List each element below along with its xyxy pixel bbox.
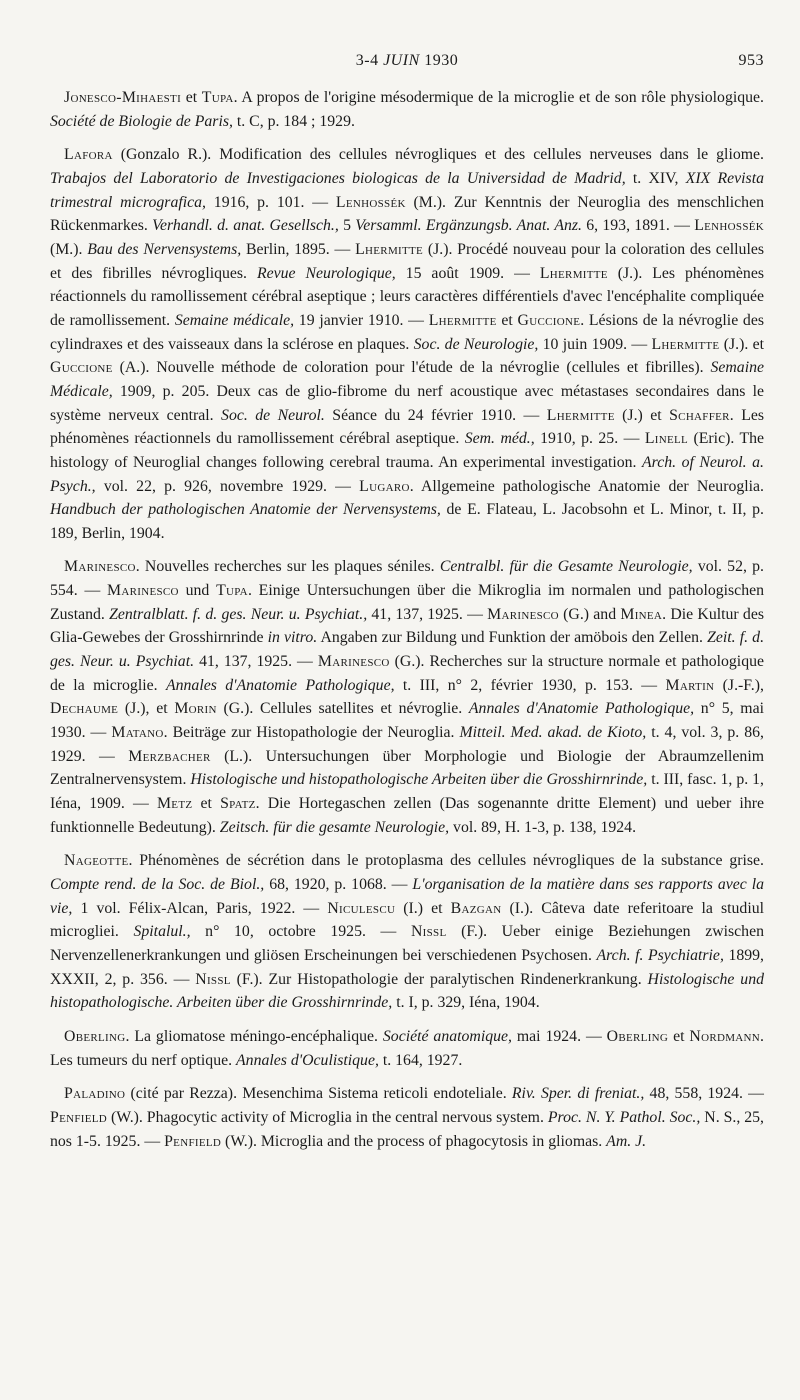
entry-text: (W.). Phagocytic activity of Microglia in the central nervous system. (107, 1108, 548, 1126)
citation-title: Compte rend. de la Soc. de Biol., (50, 876, 265, 893)
author-name: Nordmann (689, 1027, 761, 1045)
entry-text: 1910, p. 25. — (534, 430, 645, 448)
author-name: Merzbacher (128, 747, 211, 765)
entry-text: n° 5, mai 1930. — (50, 700, 764, 742)
entry-text: . Les tumeurs du nerf optique. (50, 1027, 764, 1069)
entry-text: . Einige Untersuchungen über die Mikroglia im normalen und pathologischen Zustand. (50, 582, 764, 623)
author-name: Guccione (50, 359, 113, 377)
bibliography-entry (50, 849, 764, 1015)
entry-text: (J.). et (719, 335, 764, 353)
entry-text: t. I, p. 329, Iéna, 1904. (392, 994, 540, 1012)
citation-title: Riv. Sper. di freniat., (511, 1085, 645, 1103)
citation-title: Soc. de Neurol. (221, 406, 325, 424)
author-name: Marinesco (64, 558, 136, 576)
author-name: Lhermitte (428, 311, 497, 329)
entry-text: 48, 558, 1924. — (644, 1085, 764, 1103)
citation-title: Proc. N. Y. Pathol. Soc., (547, 1108, 701, 1126)
entry-text: (Eric). The histology of Neuroglial changes following cerebral trauma. An experimental investigation. (50, 430, 765, 471)
citation-title: Am. J. (606, 1132, 647, 1150)
citation-title: Société anatomique, (382, 1027, 512, 1045)
entry-text: (J.) et (614, 406, 670, 424)
citation-title: Soc. de Neurologie, (413, 335, 539, 353)
entry-text: (A.). Nouvelle méthode de coloration pour l'étude de la névroglie (cellules et fibrilles). (112, 359, 711, 377)
author-name: Penfield (50, 1108, 108, 1126)
citation-title: Annales d'Oculistique, (236, 1051, 379, 1069)
citation-title: Mitteil. Med. akad. de Kioto, (459, 724, 647, 742)
author-name: Lhermitte (539, 264, 608, 282)
entry-text: t. 164, 1927. (378, 1051, 463, 1069)
entry-text: et (668, 1027, 690, 1045)
running-title (50, 52, 764, 70)
citation-title: Zeit. f. d. ges. Neur. u. Psychiat. (50, 629, 765, 671)
author-name: Tupa (201, 89, 234, 106)
entry-text: . Die Kultur des Glia-Gewebes der Grosshirnrinde (50, 605, 764, 647)
citation-title: Annales d'Anatomie Pathologique, (165, 676, 395, 694)
entry-text: (J.). Les phénomènes réactionnels du ramollissement cérébral aseptique ; leurs caractères différentiels d'avec l'encéphalite compliquée de ramollissement. (50, 264, 764, 329)
author-name: Oberling (606, 1027, 669, 1045)
author-name: Linell (644, 430, 689, 448)
citation-title: Revue Neurologique, (256, 264, 396, 282)
author-name: Nissl (410, 923, 447, 941)
entry-text: . A propos de l'origine mésodermique de la microglie et de son rôle physiologique. (233, 89, 764, 106)
entry-text: . Beiträge zur Histopathologie der Neuroglia. (163, 724, 460, 742)
entry-text: (I.). Câteva date referitoare la studiul microgliei. (50, 899, 765, 941)
entry-text: et (192, 795, 221, 813)
entry-text: vol. 22, p. 926, novembre 1929. — (95, 477, 360, 495)
author-name: Marinesco (487, 605, 559, 623)
citation-title: Annales d'Anatomie Pathologique, (468, 700, 695, 718)
bibliography-list (50, 86, 764, 1163)
entry-text: (F.). Ueber einige Beziehungen zwischen Nervenzellenerkrankungen und gliösen Erscheinungen bei verschiedenen Psychosen. (50, 923, 764, 964)
author-name: Paladino (64, 1085, 126, 1103)
author-name: Spatz (220, 795, 256, 813)
citation-title: Handbuch der pathologischen Anatomie der Nervensystems, (50, 501, 441, 519)
author-name: Lenhossék (694, 217, 765, 235)
entry-text: 1916, p. 101. — (205, 193, 336, 211)
page-number: 953 (738, 52, 764, 69)
author-name: Guccione (517, 311, 581, 329)
author-name: Matano (111, 724, 164, 742)
entry-text: (J.). Procédé nouveau pour la coloration des cellules et des fibrilles névrogliques. (50, 240, 764, 282)
entry-text: (W.). Microglia and the process of phagocytosis in gliomas. (221, 1132, 607, 1150)
entry-text: vol. 52, p. 554. — (50, 558, 764, 600)
entry-text: (Gonzalo R.). Modification des cellules névrogliques et des cellules nerveuses dans le gliome. (112, 146, 764, 164)
citation-title: Semaine médicale, (174, 311, 295, 329)
entry-text: t. III, n° 2, février 1930, p. 153. — (394, 676, 666, 694)
citation-title: Société de Biologie de Paris, (50, 112, 233, 130)
author-name: Nissl (195, 970, 231, 988)
header-dates: 3-4 (355, 52, 379, 69)
author-name: Nageotte (64, 852, 129, 870)
entry-text: (L.). Untersuchungen über Morphologie und Biologie der Abraumzellenim Zentralnervensystem. (50, 747, 764, 789)
author-name: Lugaro (359, 477, 410, 495)
author-name: Dechaume (50, 700, 119, 718)
bibliography-entry (50, 1025, 764, 1072)
entry-text: 19 janvier 1910. — (294, 311, 429, 329)
author-name: Tupa (216, 582, 248, 600)
author-name: Lhermitte (546, 406, 615, 424)
entry-text: (J.-F.), (714, 676, 764, 694)
entry-text: (I.) et (395, 899, 451, 917)
entry-text: N. S., 25, nos 1-5. 1925. — (50, 1108, 764, 1150)
entry-text: . Phénomènes de sécrétion dans le protoplasma des cellules névrogliques de la substance grise. (128, 852, 764, 870)
citation-title: Centralbl. für die Gesamte Neurologie, (439, 558, 693, 576)
author-name: Lhermitte (355, 240, 424, 258)
header-year: 1930 (424, 52, 459, 69)
entry-text: 5 (338, 217, 356, 235)
entry-text: . Die Hortegaschen zellen (Das sogenannte dritte Element) und ueber ihre funktionnelle Bedeutung). (50, 795, 764, 836)
entry-text: . Lésions de la névroglie des cylindraxes et des vaisseaux dans la sclérose en plaques. (50, 311, 764, 353)
entry-text: 15 août 1909. — (395, 264, 540, 282)
entry-text: t. III, fasc. 1, p. 1, Iéna, 1909. — (50, 771, 764, 813)
entry-text: 10 juin 1909. — (538, 335, 652, 353)
author-name: Lenhossék (335, 193, 406, 211)
citation-title: Zeitsch. für die gesamte Neurologie, (219, 818, 450, 836)
entry-text: Séance du 24 février 1910. — (324, 406, 547, 424)
citation-title: in vitro. (267, 629, 318, 647)
author-name: Bazgan (450, 899, 502, 917)
entry-text: et (181, 89, 202, 106)
citation-title: Trabajos del Laboratorio de Investigaciones biologicas de la Universidad de Madrid, (50, 169, 626, 187)
entry-text: . La gliomatose méningo-encéphalique. (125, 1027, 383, 1045)
entry-text: (G.) and (558, 605, 621, 623)
citation-title: Versamml. Ergänzungsb. Anat. Anz. (355, 217, 582, 235)
author-name: Minea (620, 605, 663, 623)
entry-text: 68, 1920, p. 1068. — (264, 876, 413, 893)
entry-text: vol. 89, H. 1-3, p. 138, 1924. (449, 818, 637, 836)
entry-text: . Nouvelles recherches sur les plaques séniles. (135, 558, 440, 576)
author-name: Lafora (64, 146, 113, 164)
entry-text: (M.). Zur Kenntnis der Neuroglia des menschlichen Rückenmarkes. (50, 193, 764, 235)
entry-text: Berlin, 1895. — (241, 240, 356, 258)
citation-title: Spitalul., (133, 923, 191, 941)
bibliography-entry (50, 86, 764, 133)
author-name: Martin (665, 676, 715, 694)
running-header (50, 52, 764, 76)
author-name: Marinesco (107, 582, 179, 600)
entry-text: de E. Flateau, L. Jacobsohn et L. Minor, t. II, p. 189, Berlin, 1904. (50, 501, 764, 542)
citation-title: Sem. méd., (464, 430, 535, 448)
citation-title: Histologische und histopathologische. Arbeiten über die Grosshirnrinde, (50, 970, 764, 1012)
bibliography-entry (50, 143, 764, 545)
citation-title: Verhandl. d. anat. Gesellsch., (152, 217, 339, 235)
entry-text: (M.). (50, 240, 88, 258)
author-name: Niculescu (327, 899, 396, 917)
citation-title: Arch. of Neurol. a. Psych., (50, 453, 764, 495)
citation-title: Semaine Médicale, (50, 359, 764, 400)
entry-text: . Allgemeine pathologische Anatomie der Neuroglia. (409, 477, 764, 495)
citation-title: Arch. f. Psychiatrie, (596, 946, 724, 964)
author-name: Jonesco-Mihaesti (64, 89, 182, 106)
citation-title: L'organisation de la matière dans ses rapports avec la vie, (50, 876, 764, 917)
entry-text: 41, 137, 1925. — (367, 605, 488, 623)
author-name: Schaffer (669, 406, 730, 424)
author-name: Penfield (164, 1132, 222, 1150)
entry-text: und (178, 582, 217, 600)
entry-text: t. 4, vol. 3, p. 86, 1929. — (50, 724, 764, 765)
entry-text: (J.), et (118, 700, 175, 718)
entry-text: et (496, 311, 518, 329)
author-name: Oberling (64, 1027, 126, 1045)
entry-text: 6, 193, 1891. — (581, 217, 695, 235)
entry-text: n° 10, octobre 1925. — (190, 923, 411, 941)
citation-title: Histologische und histopathologische Arbeiten über die Grosshirnrinde, (190, 771, 648, 789)
entry-text: 41, 137, 1925. — (194, 653, 318, 671)
entry-text: . Les phénomènes réactionnels du ramollissement cérébral aseptique. (50, 406, 765, 448)
entry-text: (G.). Cellules satellites et névroglie. (216, 700, 469, 718)
entry-text: mai 1924. — (511, 1027, 607, 1045)
author-name: Lhermitte (651, 335, 720, 353)
entry-text: (cité par Rezza). Mesenchima Sistema reticoli endoteliale. (125, 1085, 512, 1103)
entry-text: t. XIV, (625, 169, 686, 187)
entry-text: 1909, p. 205. Deux cas de glio-fibrome du nerf acoustique avec métastases secondaires dans le système nerveux central. (50, 382, 764, 424)
entry-text: 1 vol. Félix-Alcan, Paris, 1922. — (72, 899, 328, 917)
bibliography-entry (50, 1082, 764, 1153)
author-name: Marinesco (317, 653, 390, 671)
citation-title: XIX Revista trimestral micrografica, (50, 169, 764, 211)
entry-text: 1899, XXXII, 2, p. 356. — (50, 946, 764, 988)
author-name: Metz (156, 795, 193, 813)
header-month: JUIN (383, 52, 420, 69)
entry-text: (G.). Recherches sur la structure normale et pathologique de la microglie. (50, 653, 765, 694)
citation-title: Bau des Nervensystems, (87, 240, 242, 258)
entry-text: Angaben zur Bildung und Funktion der amöbois den Zellen. (317, 629, 708, 647)
entry-text: (F.). Zur Histopathologie der paralytischen Rindenerkrankung. (230, 970, 648, 988)
author-name: Morin (174, 700, 217, 718)
citation-title: Zentralblatt. f. d. ges. Neur. u. Psychiat., (109, 605, 368, 623)
bibliography-entry (50, 555, 764, 839)
entry-text: t. C, p. 184 ; 1929. (232, 112, 355, 130)
